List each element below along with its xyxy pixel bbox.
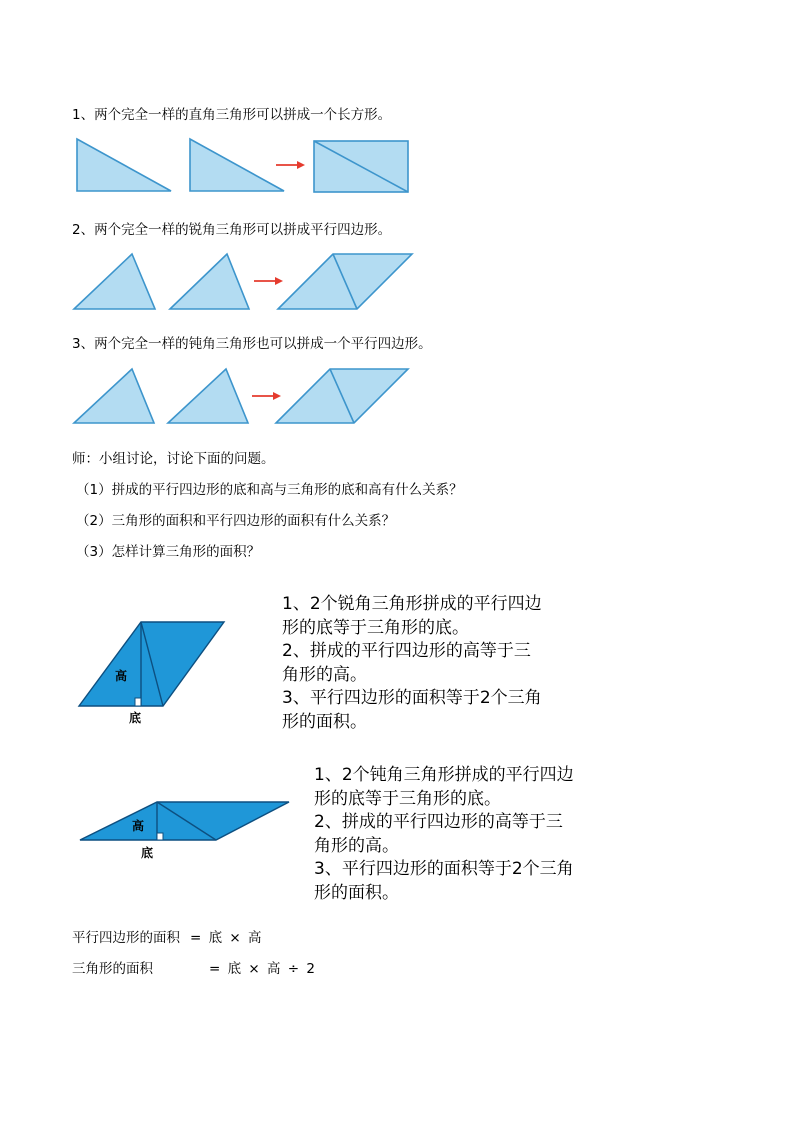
acute-conclusion-line-4: 角形的高。 xyxy=(282,664,367,685)
intro-line-2: 2、两个完全一样的锐角三角形可以拼成平行四边形。 xyxy=(72,222,392,238)
obtuse-conclusion-line-5: 3、平行四边形的面积等于2个三角 xyxy=(314,859,574,879)
question-2: （2）三角形的面积和平行四边形的面积有什么关系？ xyxy=(76,513,396,529)
triangle-formula-expr: = 底 × 高 ÷ 2 xyxy=(209,961,315,977)
intro-line-1: 1、两个完全一样的直角三角形可以拼成一个长方形。 xyxy=(72,107,392,123)
parallelogram-formula-expr: = 底 × 高 xyxy=(190,930,262,946)
acute-conclusion-line-1: 1、2个锐角三角形拼成的平行四边 xyxy=(282,594,542,614)
discussion-lead: 师：小组讨论，讨论下面的问题。 xyxy=(72,451,275,467)
parallelogram-formula-name: 平行四边形的面积 xyxy=(72,930,180,946)
obtuse-conclusion-line-4: 角形的高。 xyxy=(314,835,399,856)
acute-conclusion-line-3: 2、拼成的平行四边形的高等于三 xyxy=(282,641,531,661)
obtuse-conclusion-line-6: 形的面积。 xyxy=(314,882,399,903)
triangle-formula-name: 三角形的面积 xyxy=(72,961,153,977)
question-1: （1）拼成的平行四边形的底和高与三角形的底和高有什么关系？ xyxy=(76,482,463,498)
base-label: 底 xyxy=(129,711,142,725)
height-label: 高 xyxy=(115,669,128,683)
question-3: （3）怎样计算三角形的面积？ xyxy=(76,544,261,560)
acute-conclusion-line-2: 形的底等于三角形的底。 xyxy=(282,617,469,638)
obtuse-conclusion-line-3: 2、拼成的平行四边形的高等于三 xyxy=(314,812,563,832)
obtuse-conclusion xyxy=(314,764,574,905)
acute-conclusion-line-5: 3、平行四边形的面积等于2个三角 xyxy=(282,688,542,708)
intro-line-3: 3、两个完全一样的钝角三角形也可以拼成一个平行四边形。 xyxy=(72,336,432,352)
acute-conclusion-line-6: 形的面积。 xyxy=(282,711,367,732)
obtuse-conclusion-line-1: 1、2个钝角三角形拼成的平行四边 xyxy=(314,765,574,785)
obtuse-conclusion-line-2: 形的底等于三角形的底。 xyxy=(314,788,501,809)
right-angle-mark xyxy=(157,833,163,840)
height-label: 高 xyxy=(132,819,145,833)
obtuse-parallelogram-shape xyxy=(80,802,289,840)
base-label: 底 xyxy=(141,846,154,860)
